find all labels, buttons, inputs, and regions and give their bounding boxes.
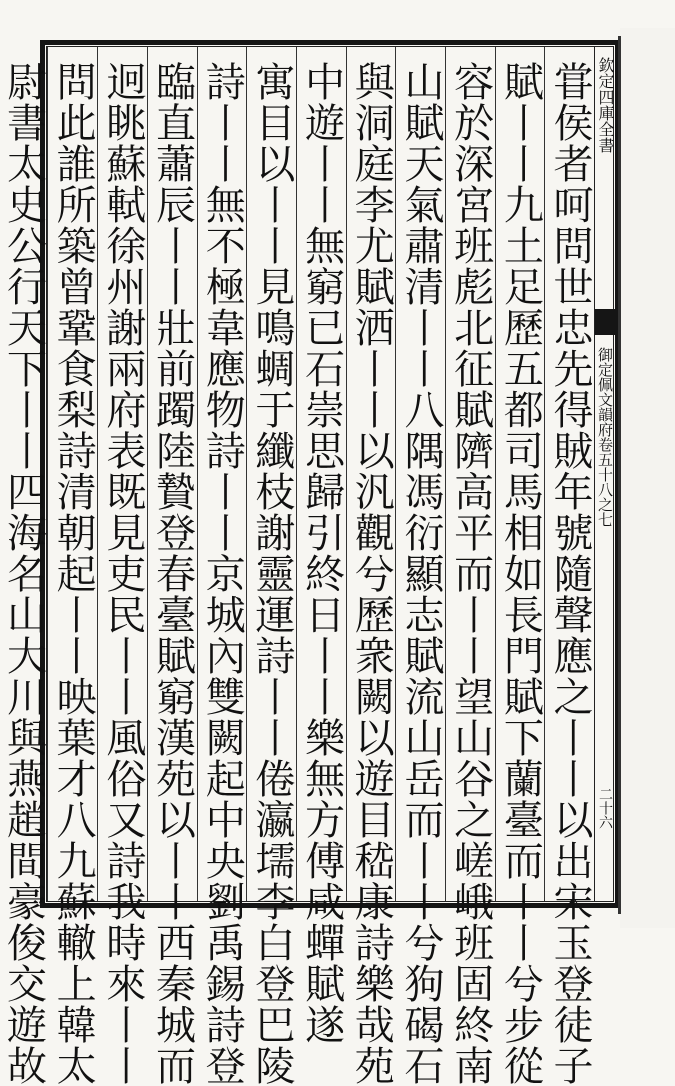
volume-label: 卷五十八之七 — [596, 437, 614, 527]
text-column: 容於深宮班彪北征賦隮高平而丨丨望山谷之嵯峨班固終南 — [445, 47, 495, 901]
text-column: 山賦天氣肅清丨丨八隅馮衍顯志賦流山岳而丨丨兮狗碣石 — [395, 47, 445, 901]
text-column: 尉書太史公行天下丨丨四海名山大川與燕趙間豪俊交遊故 — [0, 47, 47, 901]
text-column: 甞侯者呵問世忠先得賊年號隨聲應之丨丨以出宋玉登徒子 — [544, 47, 594, 901]
text-column: 賦丨丨九土足歷五都司馬相如長門賦下蘭臺而丨丨兮步從 — [495, 47, 545, 901]
text-column: 與洞庭李尤賦洒丨丨以汎觀兮歷衆闕以遊目嵇康詩樂哉苑 — [346, 47, 396, 901]
text-column: 詩丨丨無不極韋應物詩丨丨京城內雙闕起中央劉禹錫詩登 — [197, 47, 247, 901]
page-margin — [620, 28, 675, 928]
text-column: 迥眺蘇軾徐州謝兩府表既見吏民丨丨風俗又詩我時來丨丨 — [97, 47, 147, 901]
book-series-title: 欽定四庫全書 — [596, 57, 615, 153]
text-column: 臨直蕭辰丨丨壯前躅陸贄登春臺賦窮漢苑以丨丨西秦城而 — [147, 47, 197, 901]
page-number: 二十六 — [597, 787, 613, 829]
text-column: 問此誰所築曾鞏食梨詩清朝起丨丨映葉才八九蘇轍上韓太 — [47, 47, 97, 901]
book-title: 御定佩文韻府 — [596, 347, 614, 437]
text-body — [0, 47, 594, 1086]
fish-tail-mark-icon — [595, 309, 615, 335]
center-banner — [594, 47, 614, 901]
text-column: 寓目以丨丨見鳴蜩于纖枝謝靈運詩丨丨倦瀛壖李白登巴陵 — [246, 47, 296, 901]
page-edge — [618, 36, 621, 914]
text-column: 中遊丨丨無窮已石崇思歸引終日丨丨樂無方傅咸蟬賦遂 — [296, 47, 346, 901]
